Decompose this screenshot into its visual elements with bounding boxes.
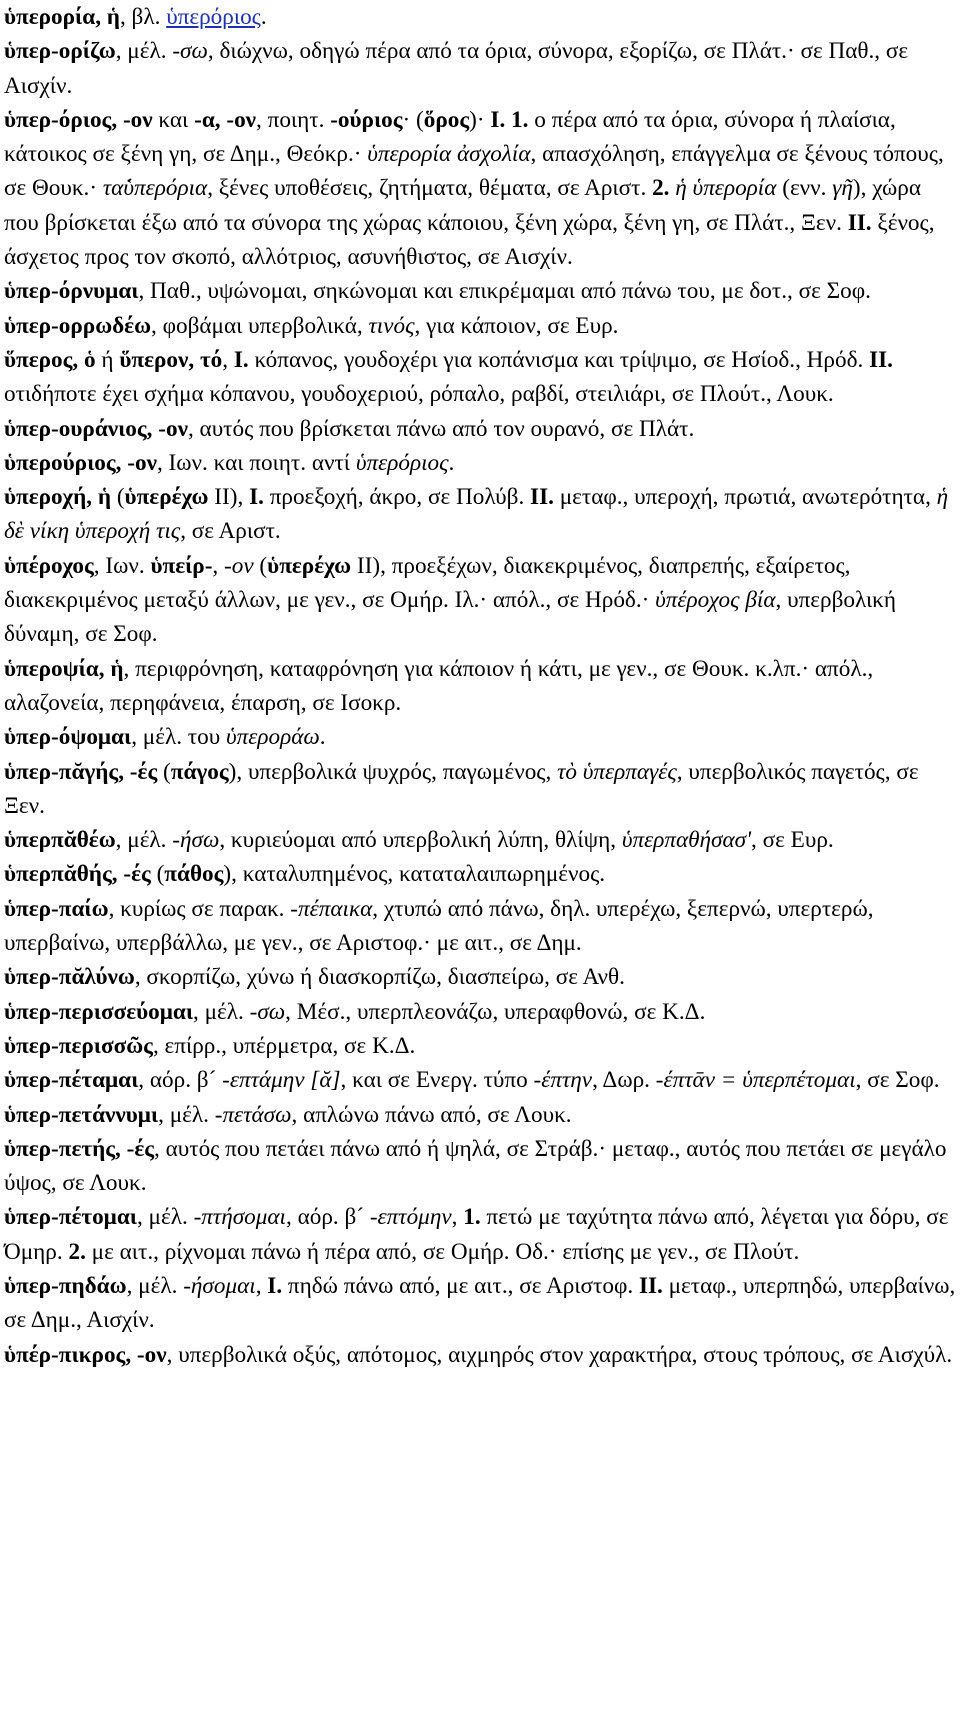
italic-text: -πτήσομαι <box>193 1204 286 1231</box>
headword-text: ὑπερ-πέτομαι <box>4 1204 137 1231</box>
definition-text: και <box>152 106 195 133</box>
dictionary-entry-hyper-petomai <box>4 1200 956 1269</box>
headword-text: πάθος <box>164 861 224 888</box>
headword-text: ὑπερ-όριος, -ον <box>4 106 153 133</box>
definition-text: , απλώνω πάνω από, σε Λουκ. <box>291 1101 572 1128</box>
italic-text: -ήσω <box>172 827 220 854</box>
definition-text: II), προεξέχων, διακεκριμένος, διαπρεπής, εξαίρετος, διακεκριμένος μεταξύ άλλων, με γεν., σε Ομήρ. Ιλ.· απόλ., σε Ηρόδ.· <box>4 552 851 614</box>
definition-text: ή <box>95 346 120 373</box>
definition-text: ξένος, άσχετος προς τον σκοπό, αλλότριος, ασυνήθιστος, σε Αισχίν. <box>4 209 935 271</box>
definition-text: , περιφρόνηση, καταφρόνηση για κάποιον ή κάτι, με γεν., σε Θουκ. κ.λπ.· απόλ., αλαζονεία, περηφάνεια, έπαρση, σε Ισοκρ. <box>4 655 874 716</box>
headword-text: ὑπεροψία, ἡ <box>4 655 124 682</box>
definition-text: , μέλ. <box>158 1101 215 1128</box>
headword-text: -ούριος <box>330 106 403 133</box>
definition-text: , σε Σοφ. <box>855 1067 940 1094</box>
definition-text: , αόρ. β´ <box>285 1204 370 1231</box>
dictionary-entry-hyper-petes <box>4 1132 956 1201</box>
dictionary-entry-hyper-paio <box>4 892 956 961</box>
definition-text: , <box>255 1272 268 1299</box>
italic-text: -σω <box>249 998 286 1025</box>
definition-text: II), <box>208 484 250 511</box>
definition-text: , χτυπώ από πάνω, δηλ. υπερέχω, ξεπερνώ, υπερτερώ, υπερβαίνω, υπερβάλλω, με γεν., σε Αριστοφ.· με αιτ., σε Δημ. <box>4 895 874 957</box>
definition-text: , μέλ. <box>126 1272 184 1299</box>
dictionary-entry-hyperoria <box>4 0 956 34</box>
definition-text: , Μέσ., υπερπλεονάζω, υπεραφθονώ, σε Κ.Δ. <box>285 998 706 1025</box>
headword-text: ὑπερορία, ἡ <box>4 4 120 30</box>
definition-text: , φοβάμαι υπερβολικά, <box>151 312 369 339</box>
headword-text: ὑπερούριος, -ον <box>4 449 157 476</box>
headword-text: ὑπερ-ουράνιος, -ον <box>4 415 188 442</box>
definition-text: , υπερβολική δύναμη, σε Σοφ. <box>4 587 896 648</box>
headword-text: ὑπερ-ορρωδέω <box>4 312 152 339</box>
headword-text: I. 1. <box>490 106 529 133</box>
dictionary-entry-hyper-perisseuomai <box>4 995 956 1029</box>
dictionary-entry-hyper-petannymi <box>4 1098 956 1132</box>
cross-reference-link[interactable]: ὑπερόριος <box>166 4 261 30</box>
italic-text: ὑπερπαθήσασ' <box>621 827 752 854</box>
headword-text: -α, -ον <box>194 106 257 133</box>
italic-text: τὸ ὑπερπαγές <box>557 758 677 785</box>
italic-text: -έπτην <box>533 1067 593 1094</box>
definition-text: , αυτός που πετάει πάνω από ή ψηλά, σε Στράβ.· μεταφ., αυτός που πετάει σε μεγάλο ύψος, σε Λουκ. <box>4 1135 947 1197</box>
dictionary-entry-hyper-ouranios <box>4 412 956 446</box>
dictionary-entry-hyper-orios <box>4 103 956 274</box>
definition-text: , αόρ. β´ <box>138 1067 223 1094</box>
definition-text: , κυρίως σε παρακ. <box>108 895 291 922</box>
headword-text: I. <box>249 484 264 511</box>
headword-text: ὑπερ-πετάννυμι <box>4 1101 159 1128</box>
definition-text: . <box>260 4 267 30</box>
definition-text: , μέλ. <box>115 827 173 854</box>
headword-text: ὑπέροχος <box>4 552 94 579</box>
definition-text: , ξένες υποθέσεις, ζητήματα, θέματα, σε Αριστ. <box>207 175 653 202</box>
headword-text: I. <box>267 1272 283 1299</box>
definition-text: , κυριεύομαι από υπερβολική λύπη, θλίψη, <box>219 827 622 854</box>
headword-text: ὑπερ-ορίζω <box>4 38 116 65</box>
definition-text: ( <box>157 758 171 785</box>
headword-text: ὑπερ-περισσεύομαι <box>4 998 194 1025</box>
definition-text: , μέλ. <box>193 998 250 1025</box>
dictionary-entry-hyper-perissos <box>4 1029 956 1063</box>
italic-text: -έπτᾱν = ὑπερπέτομαι <box>655 1067 856 1094</box>
definition-text: (ενν. <box>776 175 833 202</box>
italic-text: γῆ <box>832 175 853 202</box>
dictionary-entry-hyper-pages <box>4 755 956 824</box>
headword-text: I. <box>233 346 249 373</box>
dictionary-entry-hyperos <box>4 343 956 412</box>
definition-text: , ποιητ. <box>256 106 331 133</box>
dictionary-entry-hyper-orrodeo <box>4 309 956 343</box>
dictionary-entry-hyper-palyno <box>4 960 956 994</box>
definition-text: , σκορπίζω, χύνω ή διασκορπίζω, διασπείρω, σε Ανθ. <box>134 964 625 991</box>
italic-text: τινός <box>368 312 415 339</box>
definition-text: με αιτ., ρίχνομαι πάνω ή πέρα από, σε Ομήρ. Οδ.· επίσης με γεν., σε Πλούτ. <box>85 1238 800 1265</box>
italic-text: ὑπεροράω <box>226 724 320 751</box>
headword-text: ὑπερ-πᾰγής, -ές <box>4 758 158 785</box>
headword-text: ὑπερ-πετής, -ές <box>4 1135 155 1162</box>
italic-text: -επτόμην <box>369 1204 452 1231</box>
definition-text: . <box>448 449 455 476</box>
italic-text: ὑπέροχος βία <box>655 587 776 614</box>
dictionary-entry-hyper-opsomai <box>4 720 956 754</box>
definition-text: ο πέρα από τα όρια, σύνορα ή πλαίσια, κάτοικος σε ξένη γη, σε Δημ., Θεόκρ.· <box>4 106 896 168</box>
definition-text: · ( <box>402 106 424 133</box>
dictionary-entry-hyperpatheo <box>4 823 956 857</box>
definition-text: ), καταλυπημένος, καταταλαιπωρημένος. <box>223 861 606 888</box>
definition-text: , Δωρ. <box>592 1067 656 1094</box>
definition-text: πηδώ πάνω από, με αιτ., σε Αριστοφ. <box>282 1272 639 1299</box>
definition-text: προεξοχή, άκρο, σε Πολύβ. <box>263 484 531 511</box>
headword-text: ὑπερπᾰθής, -ές <box>4 861 151 888</box>
headword-text: II. <box>869 346 893 373</box>
dictionary-entry-hyperourios <box>4 446 956 480</box>
definition-text: , βλ. <box>119 4 167 30</box>
definition-text: , υπερβολικός παγετός, σε Ξεν. <box>4 758 919 819</box>
definition-text: , μέλ. <box>115 38 173 65</box>
definition-text: , και σε Ενεργ. τύπο <box>340 1067 534 1094</box>
definition-text: ), υπερβολικά ψυχρός, παγωμένος, <box>228 758 558 785</box>
headword-text: II. <box>530 484 554 511</box>
dictionary-entry-hyperoche <box>4 480 956 549</box>
headword-text: ὑπερ-περισσῶς <box>4 1032 153 1059</box>
italic-text: ὑπερορία ἀσχολία <box>367 141 531 168</box>
headword-text: ὑπερ-παίω <box>4 895 109 922</box>
dictionary-entry-hyper-petamai <box>4 1063 956 1097</box>
headword-text: ὕπερος, ὁ <box>4 346 96 373</box>
dictionary-entry-hyper-ornymai <box>4 274 956 308</box>
dictionary-entry-hyperopsia <box>4 652 956 721</box>
definition-text: . <box>319 724 326 751</box>
dictionary-entry-hyperpathes <box>4 857 956 891</box>
dictionary-entry-hyper-pikros <box>4 1338 956 1372</box>
definition-text: κόπανος, γουδοχέρι για κοπάνισμα και τρίψιμο, σε Ησίοδ., Ηρόδ. <box>248 346 870 373</box>
definition-text: , <box>222 346 234 373</box>
definition-text: , Ιων. και ποιητ. αντί <box>156 449 356 476</box>
definition-text: , μέλ. <box>136 1204 194 1231</box>
definition-text: ( <box>150 861 165 888</box>
headword-text: ὑπερπᾰθέω <box>4 827 116 854</box>
headword-text: ὑπερ-όρνυμαι <box>4 278 139 305</box>
headword-text: πάγος <box>170 758 229 785</box>
headword-text: ὑπερέχω <box>124 484 209 511</box>
definition-text: ), χώρα που βρίσκεται έξω από τα σύνορα της χώρας κάποιου, ξένη χώρα, ξένη γη, σε Πλάτ., Ξεν. <box>4 175 921 236</box>
headword-text: ὑπεροχή, ἡ <box>4 484 112 511</box>
definition-text: , <box>212 552 225 579</box>
definition-text: μεταφ., υπεροχή, πρωτιά, ανωτερότητα, <box>553 484 937 511</box>
headword-text: ὑπέρ-πικρος, -ον <box>4 1341 167 1368</box>
definition-text: ( <box>253 552 268 579</box>
definition-text: , απασχόληση, επάγγελμα σε ξένους τόπους, σε Θουκ.· <box>4 141 944 202</box>
definition-text: οτιδήποτε έχει σχήμα κόπανου, γουδοχεριού, ρόπαλο, ραβδί, στειλιάρι, σε Πλούτ., Λουκ. <box>4 381 834 408</box>
italic-text: -πέπαικα <box>290 895 373 922</box>
italic-text: -επτάμην [ᾰ] <box>222 1067 341 1094</box>
definition-text: μεταφ., υπερπηδώ, υπερβαίνω, σε Δημ., Αισχίν. <box>4 1272 956 1334</box>
italic-text: -πετάσω <box>214 1101 292 1128</box>
definition-text: , Παθ., υψώνομαι, σηκώνομαι και επικρέμαμαι από πάνω του, με δοτ., σε Σοφ. <box>138 278 871 305</box>
definition-text: πετώ με ταχύτητα πάνω από, λέγεται για δόρυ, σε Όμηρ. <box>4 1204 949 1265</box>
definition-text: , μέλ. του <box>131 724 226 751</box>
italic-text: -ον <box>224 552 254 579</box>
headword-text: ὑπερ-πηδάω <box>4 1272 127 1299</box>
headword-text: II. <box>847 209 872 236</box>
headword-text: II. <box>638 1272 663 1299</box>
headword-text: ὑπερ-πέταμαι <box>4 1067 139 1094</box>
italic-text: ὑπερόριος <box>355 449 449 476</box>
definition-text: , αυτός που βρίσκεται πάνω από τον ουρανό, σε Πλάτ. <box>187 415 695 442</box>
dictionary-entry-hyperochos <box>4 549 956 652</box>
definition-text: , για κάποιον, σε Ευρ. <box>414 312 619 339</box>
definition-text: , σε Ευρ. <box>751 827 834 854</box>
definition-text: , σε Αριστ. <box>180 518 281 545</box>
italic-text: τα̇ὑπερόρια <box>102 175 208 202</box>
headword-text: ὑπείρ- <box>150 552 213 579</box>
italic-text: -ήσομαι <box>183 1272 256 1299</box>
headword-text: 1. <box>463 1204 481 1231</box>
definition-text: , διώχνω, οδηγώ πέρα από τα όρια, σύνορα, εξορίζω, σε Πλάτ.· σε Παθ., σε Αισχίν. <box>4 38 909 99</box>
italic-text: -σω <box>172 38 208 65</box>
definition-text: , Ιων. <box>93 552 151 579</box>
dictionary-entry-hyper-pedao <box>4 1269 956 1338</box>
headword-text: ὑπερ-πᾰλύνω <box>4 964 135 991</box>
headword-text: ὑπερ-όψομαι <box>4 724 132 751</box>
definition-text: , <box>451 1204 464 1231</box>
definition-text: ( <box>111 484 125 511</box>
italic-text: ἡ δὲ νίκη ὑπεροχή τις <box>4 484 949 545</box>
headword-text: ὅρος <box>423 106 470 133</box>
definition-text: , υπερβολικά οξύς, απότομος, αιχμηρός στον χαρακτήρα, στους τρόπους, σε Αισχύλ. <box>166 1341 953 1368</box>
dictionary-entry-hyper-orizo <box>4 34 956 103</box>
definition-text: , επίρρ., υπέρμετρα, σε Κ.Δ. <box>152 1032 416 1059</box>
headword-text: ὑπερέχω <box>267 552 352 579</box>
definition-text: )· <box>469 106 491 133</box>
headword-text: 2. <box>68 1238 86 1265</box>
headword-text: 2. <box>652 175 670 202</box>
headword-text: ὕπερον, τό <box>119 346 223 373</box>
italic-text: ἡ ὑπερορία <box>675 175 777 202</box>
